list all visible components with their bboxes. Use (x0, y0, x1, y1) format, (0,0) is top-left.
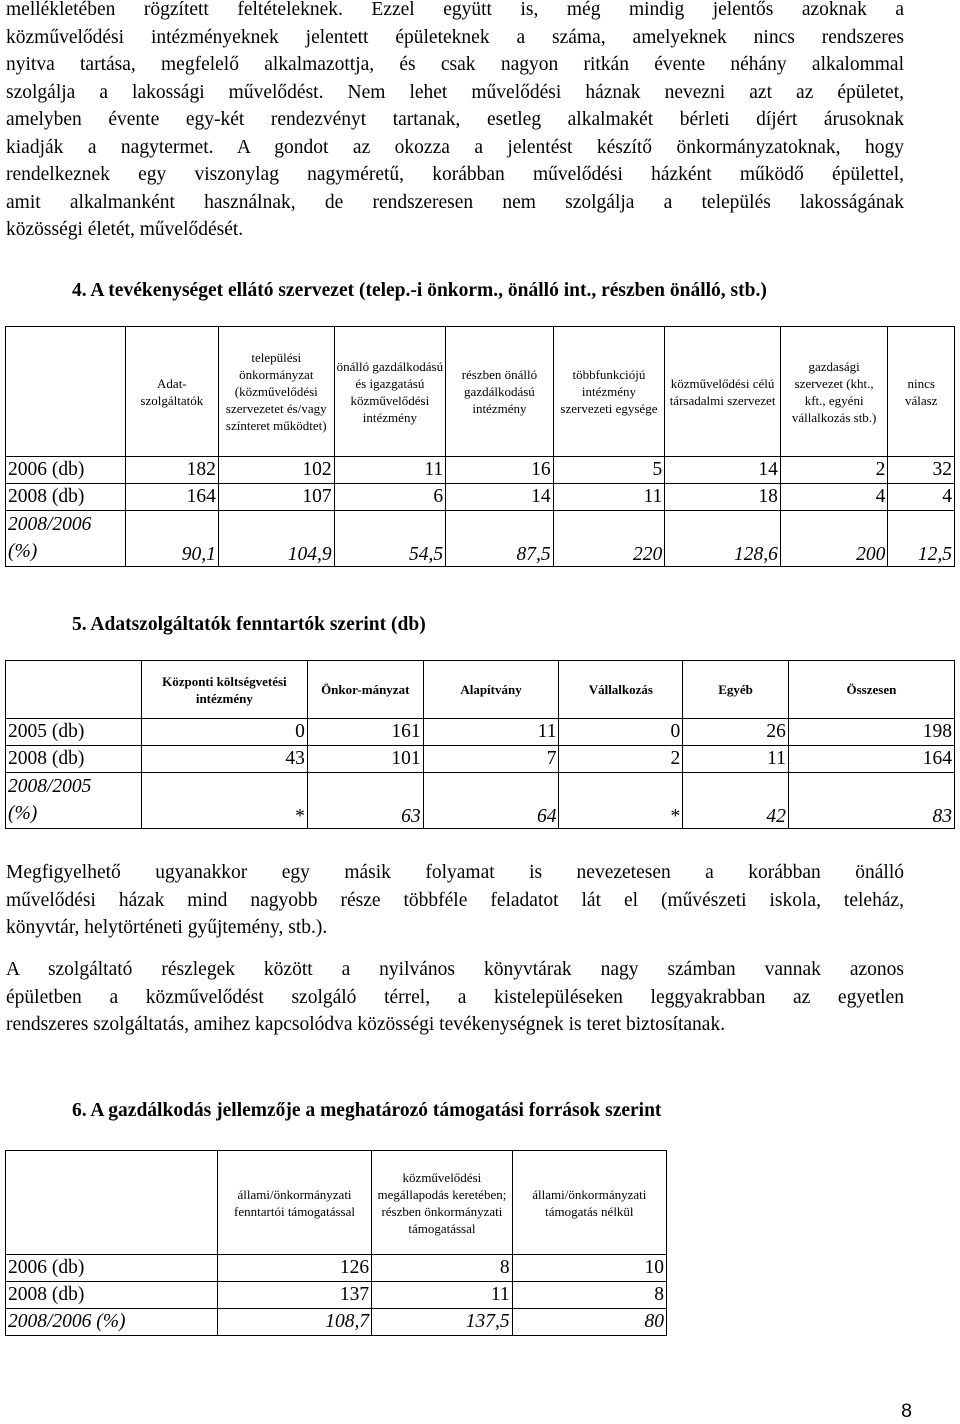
cell: 101 (307, 746, 423, 773)
cell: 220 (553, 511, 665, 567)
cell: 11 (372, 1282, 512, 1309)
text-line: A szolgáltató részlegek között a nyilvános könyvtárak nagy számban vannak azonos (6, 959, 904, 980)
cell: 8 (512, 1282, 666, 1309)
cell: 126 (217, 1255, 371, 1282)
header-empty (6, 661, 142, 719)
ratio-label-unit: (%) (8, 541, 38, 562)
table-section-6 (5, 1150, 667, 1336)
text-line: szolgálja a lakossági művelődést. Nem lehet művelődési háznak nevezni azt az épületet, (6, 81, 904, 103)
header-empty (6, 1151, 218, 1255)
table-row (6, 1282, 667, 1309)
text-line: épületben a közművelődést szolgáló térrel, a kistelepüléseken leggyakrabban az egyetlen (6, 986, 904, 1008)
cell: 102 (218, 457, 334, 484)
text-line: Megfigyelhető ugyanakkor egy másik folyamat is nevezetesen a korábban önálló (6, 862, 904, 883)
cell: 137 (217, 1282, 371, 1309)
cell: 7 (423, 746, 559, 773)
cell: 11 (553, 484, 665, 511)
cell: 12,5 (888, 511, 955, 567)
cell: 63 (307, 773, 423, 829)
cell: 2 (559, 746, 683, 773)
header-onkormanyzat: települési önkormányzat (közművelődési szervezetet és/vagy színteret működtet) (218, 327, 334, 457)
header-onkormanyzat: Önkor-mányzat (307, 661, 423, 719)
cell: 11 (334, 457, 446, 484)
cell: * (141, 773, 307, 829)
cell: 90,1 (125, 511, 218, 567)
header-alapitvany: Alapítvány (423, 661, 559, 719)
cell: 54,5 (334, 511, 446, 567)
text-line: kiadják a nagytermet. A gondot az okozza a jelentést készítő önkormányzatoknak, hogy (6, 136, 904, 158)
table-header-row (6, 327, 955, 457)
cell: 6 (334, 484, 446, 511)
row-label (6, 511, 126, 567)
cell: 4 (780, 484, 887, 511)
table-row-ratio (6, 773, 955, 829)
text-line: könyvtár, helytörténeti gyűjtemény, stb.). (6, 917, 328, 938)
cell: 104,9 (218, 511, 334, 567)
table-header-row (6, 661, 955, 719)
paragraph-observation (6, 859, 904, 942)
header-adatszolgaltatok: Adat-szolgáltatók (125, 327, 218, 457)
cell: 83 (788, 773, 954, 829)
row-label: 2006 (db) (6, 457, 126, 484)
header-reszben-onallo: részben önálló gazdálkodású intézmény (446, 327, 553, 457)
row-label (6, 773, 142, 829)
text-line: rendelkeznek egy viszonylag nagyméretű, korábban művelődési házként működő épülettel, (6, 164, 904, 185)
header-empty (6, 327, 126, 457)
header-onallo: önálló gazdálkodású és igazgatású közművelődési intézmény (334, 327, 446, 457)
row-label: 2008 (db) (6, 484, 126, 511)
header-vallalkozas: Vállalkozás (559, 661, 683, 719)
ratio-label-unit: (%) (8, 803, 38, 824)
cell: 32 (888, 457, 955, 484)
section-4-title: 4. A tevékenységet ellátó szervezet (telep.-i önkorm., önálló int., részben önálló, stb.) (72, 280, 767, 301)
table-section-5 (5, 660, 955, 829)
text-line: mellékletében rögzített feltételeknek. Ezzel együtt is, még mindig jelentős azoknak a (6, 0, 904, 20)
text-line: amelyben évente egy-két rendezvényt tartanak, esetleg alkalmakét bérleti díjért árusoknak (6, 109, 904, 130)
page-number: 8 (901, 1400, 912, 1422)
cell: 8 (372, 1255, 512, 1282)
cell: 42 (683, 773, 789, 829)
header-fenntartoi: állami/önkormányzati fenntartói támogatással (217, 1151, 371, 1255)
cell: 164 (788, 746, 954, 773)
cell: 18 (665, 484, 781, 511)
table-row (6, 484, 955, 511)
cell: 200 (780, 511, 887, 567)
section-6-title: 6. A gazdálkodás jellemzője a meghatározó támogatási források szerint (72, 1100, 662, 1121)
cell: 10 (512, 1255, 666, 1282)
cell: 87,5 (446, 511, 553, 567)
table-header-row (6, 1151, 667, 1255)
header-nincs-valasz: nincs válasz (888, 327, 955, 457)
table-row (6, 457, 955, 484)
table-row (6, 1255, 667, 1282)
cell: 11 (683, 746, 789, 773)
cell: 128,6 (665, 511, 781, 567)
cell: 108,7 (217, 1309, 371, 1336)
ratio-label-years: 2008/2006 (8, 514, 92, 535)
cell: 14 (446, 484, 553, 511)
table-section-4 (5, 326, 955, 567)
row-label: 2008 (db) (6, 746, 142, 773)
text-line: rendszeres szolgáltatás, amihez kapcsolódva közösségi tevékenységnek is teret biztosítanak. (6, 1014, 726, 1035)
row-label: 2005 (db) (6, 719, 142, 746)
ratio-label-years: 2008/2005 (8, 776, 92, 797)
cell: 11 (423, 719, 559, 746)
table-row-ratio (6, 511, 955, 567)
cell: * (559, 773, 683, 829)
table-row-ratio (6, 1309, 667, 1336)
header-gazdasagi: gazdasági szervezet (kht., kft., egyéni vállalkozás stb.) (780, 327, 887, 457)
cell: 107 (218, 484, 334, 511)
text-line: közösségi életét, művelődését. (6, 219, 244, 240)
cell: 0 (141, 719, 307, 746)
cell: 164 (125, 484, 218, 511)
row-label: 2006 (db) (6, 1255, 218, 1282)
cell: 137,5 (372, 1309, 512, 1336)
cell: 16 (446, 457, 553, 484)
cell: 14 (665, 457, 781, 484)
text-line: közművelődési intézményeknek jelentett épületeknek a száma, amelyeknek nincs rendszeres (6, 26, 904, 48)
section-5-title: 5. Adatszolgáltatók fenntartók szerint (db) (72, 614, 426, 635)
cell: 80 (512, 1309, 666, 1336)
cell: 43 (141, 746, 307, 773)
row-label: 2008/2006 (%) (6, 1309, 218, 1336)
paragraph-libraries (6, 956, 904, 1039)
cell: 0 (559, 719, 683, 746)
paragraph-intro (6, 0, 904, 244)
cell: 64 (423, 773, 559, 829)
table-row (6, 719, 955, 746)
cell: 26 (683, 719, 789, 746)
table-row (6, 746, 955, 773)
row-label: 2008 (db) (6, 1282, 218, 1309)
header-osszesen: Összesen (788, 661, 954, 719)
cell: 198 (788, 719, 954, 746)
cell: 182 (125, 457, 218, 484)
header-tamogatas-nelkul: állami/önkormányzati támogatás nélkül (512, 1151, 666, 1255)
cell: 161 (307, 719, 423, 746)
cell: 2 (780, 457, 887, 484)
text-line: amit alkalmanként használnak, de rendszeresen nem szolgálja a település lakosságának (6, 191, 904, 213)
cell: 4 (888, 484, 955, 511)
header-kozponti: Központi költségvetési intézmény (141, 661, 307, 719)
text-line: nyitva tartása, megfelelő alkalmazottja, és csak nagyon ritkán évente néhány alkalommal (6, 54, 904, 75)
header-egyeb: Egyéb (683, 661, 789, 719)
header-megallapodas: közművelődési megállapodás keretében; részben önkormányzati támogatással (372, 1151, 512, 1255)
header-tarsadalmi: közművelődési célú társadalmi szervezet (665, 327, 781, 457)
header-tobbfunkcioju: többfunkciójú intézmény szervezeti egysége (553, 327, 665, 457)
cell: 5 (553, 457, 665, 484)
text-line: művelődési házak mind nagyobb része többféle feladatot lát el (művészeti iskola, teleház, (6, 889, 904, 911)
